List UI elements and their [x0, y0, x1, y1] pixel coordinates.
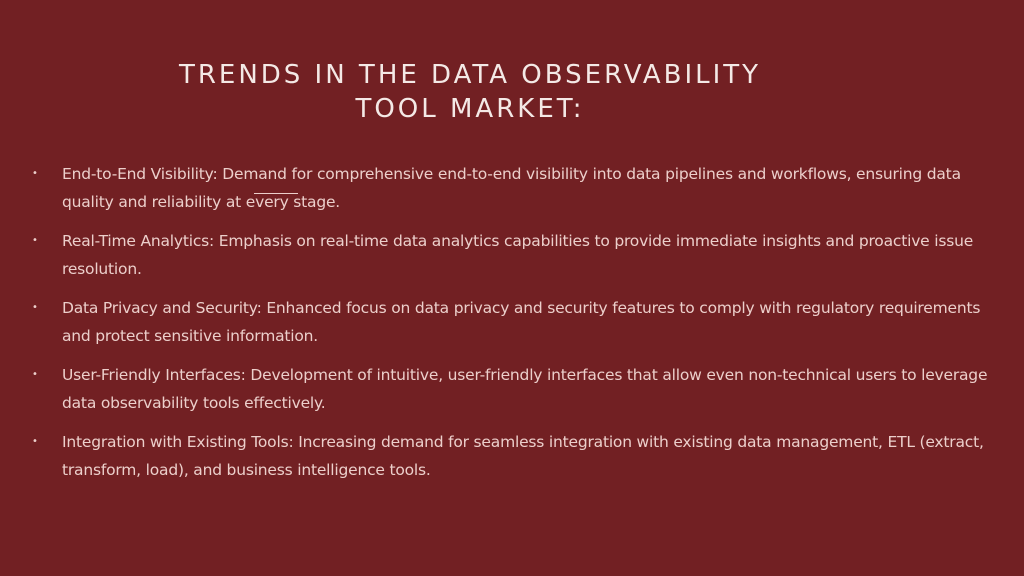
- bullet-dot-icon: •: [32, 168, 38, 179]
- bullet-item-end-to-end-visibility: [32, 160, 992, 216]
- decorative-underline: [254, 193, 298, 194]
- bullet-text: User-Friendly Interfaces: Development of intuitive, user-friendly interfaces that allow even non-technical users to leverage data observability tools effectively.: [62, 366, 988, 412]
- bullet-dot-icon: •: [32, 369, 38, 380]
- bullet-item-data-privacy-security: [32, 294, 992, 350]
- bullet-dot-icon: •: [32, 436, 38, 447]
- bullet-item-real-time-analytics: [32, 227, 992, 283]
- slide-title: [110, 58, 830, 126]
- bullet-text: Integration with Existing Tools: Increasing demand for seamless integration with existing data management, ETL (extract, transform, load), and business intelligence tools.: [62, 433, 984, 479]
- bullet-item-integration-existing-tools: [32, 428, 992, 484]
- bullet-text: Real-Time Analytics: Emphasis on real-time data analytics capabilities to provide immediate insights and proactive issue resolution.: [62, 232, 974, 278]
- bullet-dot-icon: •: [32, 235, 38, 246]
- slide-title-line-1: TRENDS IN THE DATA OBSERVABILITY: [178, 60, 762, 90]
- bullet-text: Data Privacy and Security: Enhanced focus on data privacy and security features to comply with regulatory requirements and protect sensitive information.: [62, 299, 981, 345]
- slide-title-line-2: TOOL MARKET:: [355, 94, 585, 124]
- bullet-item-user-friendly-interfaces: [32, 361, 992, 417]
- bullet-dot-icon: •: [32, 302, 38, 313]
- bullet-text: End-to-End Visibility: Demand for comprehensive end-to-end visibility into data pipelines and workflows, ensuring data quality and reliability at every stage.: [62, 165, 961, 211]
- bullet-list: [32, 160, 992, 495]
